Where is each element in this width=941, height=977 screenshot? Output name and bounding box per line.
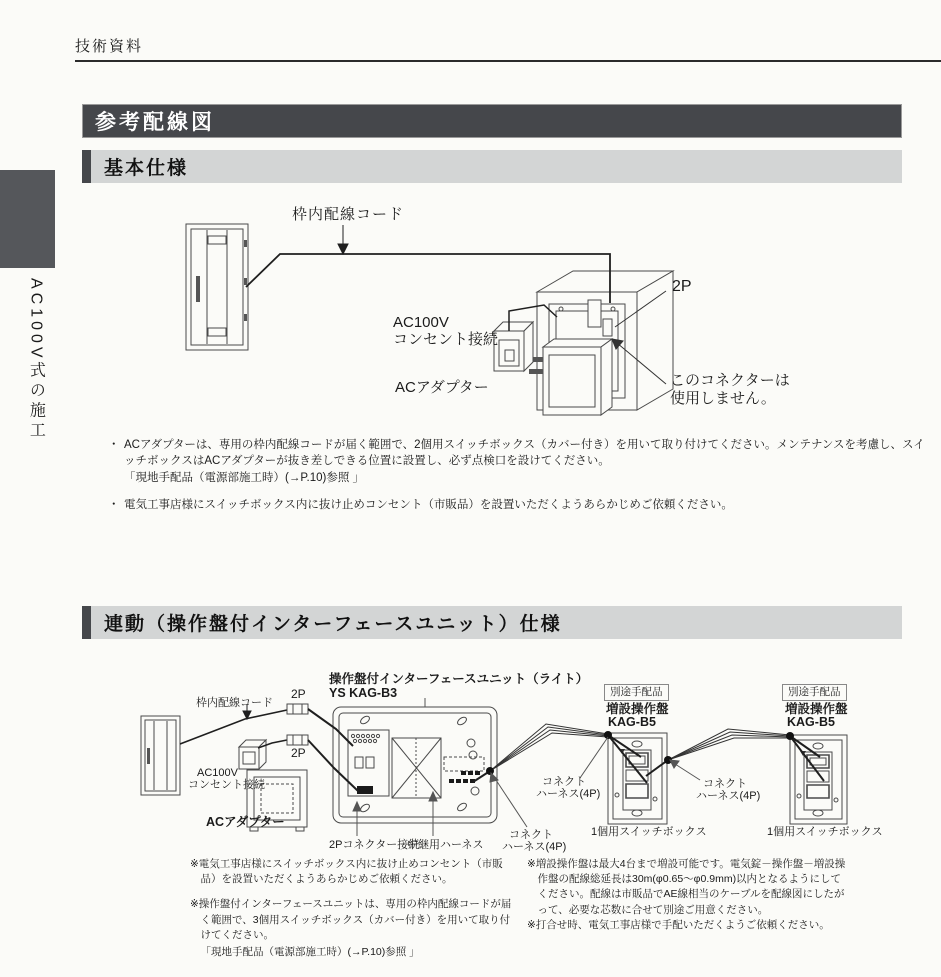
ext-panel2-model: KAG-B5: [787, 715, 835, 729]
2p-label: 2P: [672, 278, 692, 295]
harness-bundle-b: [668, 729, 790, 760]
sidebar-index-tab: [0, 170, 55, 268]
note-text: ACアダプターは、専用の枠内配線コードが届く範囲で、2個用スイッチボックス（カバー付き）を用いて取り付けてください。メンテナンスを考慮し、スイッチボックスはACアダプターが抜き差しできる位置に設置し、必ず点検口を設けてください。: [124, 439, 925, 467]
ac100v-label: AC100V: [393, 314, 449, 331]
basic-spec-title: 基本仕様: [104, 158, 189, 179]
note-reference: 「現地手配品（電源部施工時）(→P.10)参照 」: [124, 471, 365, 484]
switchbox1-label: 1個用スイッチボックス: [591, 826, 707, 838]
door-drawing: [141, 716, 180, 795]
2p-connect-label: 2Pコネクター接続: [329, 839, 420, 851]
linked-footnotes-left: [190, 857, 516, 970]
note-item: [108, 438, 936, 487]
main-section-banner: [82, 104, 902, 138]
relay-harness-label: 中継用ハーネス: [407, 839, 484, 851]
unit-title-label: 操作盤付インターフェースユニット（ライト）: [329, 672, 589, 686]
outlet-connect-label: コンセント接続: [393, 331, 499, 348]
separate-procurement-badge: 別途手配品: [782, 684, 847, 701]
note-item: [108, 498, 936, 514]
connect-harness-a-line2: ハーネス(4P): [536, 788, 601, 800]
switch-box-drawing: [529, 271, 673, 415]
connector-note-line2: 使用しません。: [670, 390, 776, 407]
connect-harness-c-line2: ハーネス(4P): [696, 790, 761, 802]
ac-plug-drawing: [494, 322, 533, 371]
connect-harness-b-line2: ハーネス(4P): [502, 841, 567, 853]
ext-panel2-label: 増設操作盤: [785, 702, 848, 716]
basic-spec-banner: [82, 150, 902, 183]
2p-connector-top: [287, 704, 308, 714]
bullet: ・: [108, 439, 120, 451]
outlet-connect-label: コンセント接続: [188, 779, 265, 791]
2p-top-label: 2P: [291, 687, 306, 701]
junction-dot: [486, 767, 494, 775]
linked-footnotes-right: [527, 857, 849, 943]
footnote-reference: 「現地手配品（電源部施工時）(→P.10)参照 」: [200, 946, 420, 959]
frame-cord-label: 枠内配線コード: [196, 697, 273, 709]
footnote-text: ※打合せ時、電気工事店様で手配いただくようご依頼ください。: [527, 918, 830, 931]
connect-harness-b-line1: コネクト: [509, 829, 553, 841]
separate-procurement-badge: 別途手配品: [604, 684, 669, 701]
footnote-text: ※電気工事店様にスイッチボックス内に抜け止めコンセント（市販品）を設置いただくようあらかじめご依頼ください。: [190, 858, 503, 886]
linked-spec-banner: [82, 606, 902, 639]
conn-2p-pointer: [353, 802, 361, 836]
basic-notes: [108, 438, 936, 524]
door-drawing: [186, 224, 248, 350]
sidebar-section-label: AC100V式の施工: [27, 278, 45, 442]
harness-a-pointer: [580, 737, 608, 778]
frame-cord-wire: [180, 710, 287, 744]
frame-cord-label: 枠内配線コード: [292, 206, 405, 223]
harness-c-pointer: [670, 760, 700, 780]
ext-panel1-model: KAG-B5: [608, 715, 656, 729]
linked-wiring-diagram: [130, 664, 860, 860]
note-text: 電気工事店様にスイッチボックス内に抜け止めコンセント（市販品）を設置いただくようあらかじめご依頼ください。: [124, 498, 733, 511]
doc-category-label: 技術資料: [75, 38, 144, 55]
footnote-text: ※増設操作盤は最大4台まで増設可能です。電気錠－操作盤－増設操作盤の配線総延長は30m(φ0.65～φ0.9mm)以内となるようにしてください。配線は市販品でAE線相当のケーブルを配線図にしたがって、必要な芯数に合せて別途ご用意ください。: [527, 858, 846, 916]
wire-to-unit-top: [308, 709, 353, 746]
2p-bottom-label: 2P: [291, 746, 306, 760]
header-rule: [75, 60, 941, 62]
connect-harness-a-line1: コネクト: [542, 776, 586, 788]
switchbox2-label: 1個用スイッチボックス: [767, 826, 883, 838]
main-section-title: 参考配線図: [95, 111, 215, 134]
linked-spec-title: 連動（操作盤付インターフェースユニット）仕様: [104, 614, 562, 635]
footnote-text: ※操作盤付インターフェースユニットは、専用の枠内配線コードが届く範囲で、3個用スイッチボックス（カバー付き）を用いて取り付けてください。: [190, 898, 512, 941]
junction-dot: [786, 732, 794, 740]
bullet: ・: [108, 498, 120, 511]
2p-connector-bottom: [287, 735, 308, 745]
ac100v-label: AC100V: [197, 767, 238, 779]
ac-adapter-label: ACアダプター: [206, 815, 285, 829]
unit-model-label: YS KAG-B3: [329, 686, 398, 700]
relay-pointer: [429, 792, 437, 836]
ext-panel1-label: 増設操作盤: [606, 702, 669, 716]
arrow-down-icon: [338, 225, 348, 254]
connector-note-line1: このコネクターは: [670, 372, 790, 389]
harness-bundle-a: [490, 724, 608, 771]
connect-harness-c-line1: コネクト: [703, 778, 747, 790]
ac-adapter-label: ACアダプター: [395, 379, 489, 396]
